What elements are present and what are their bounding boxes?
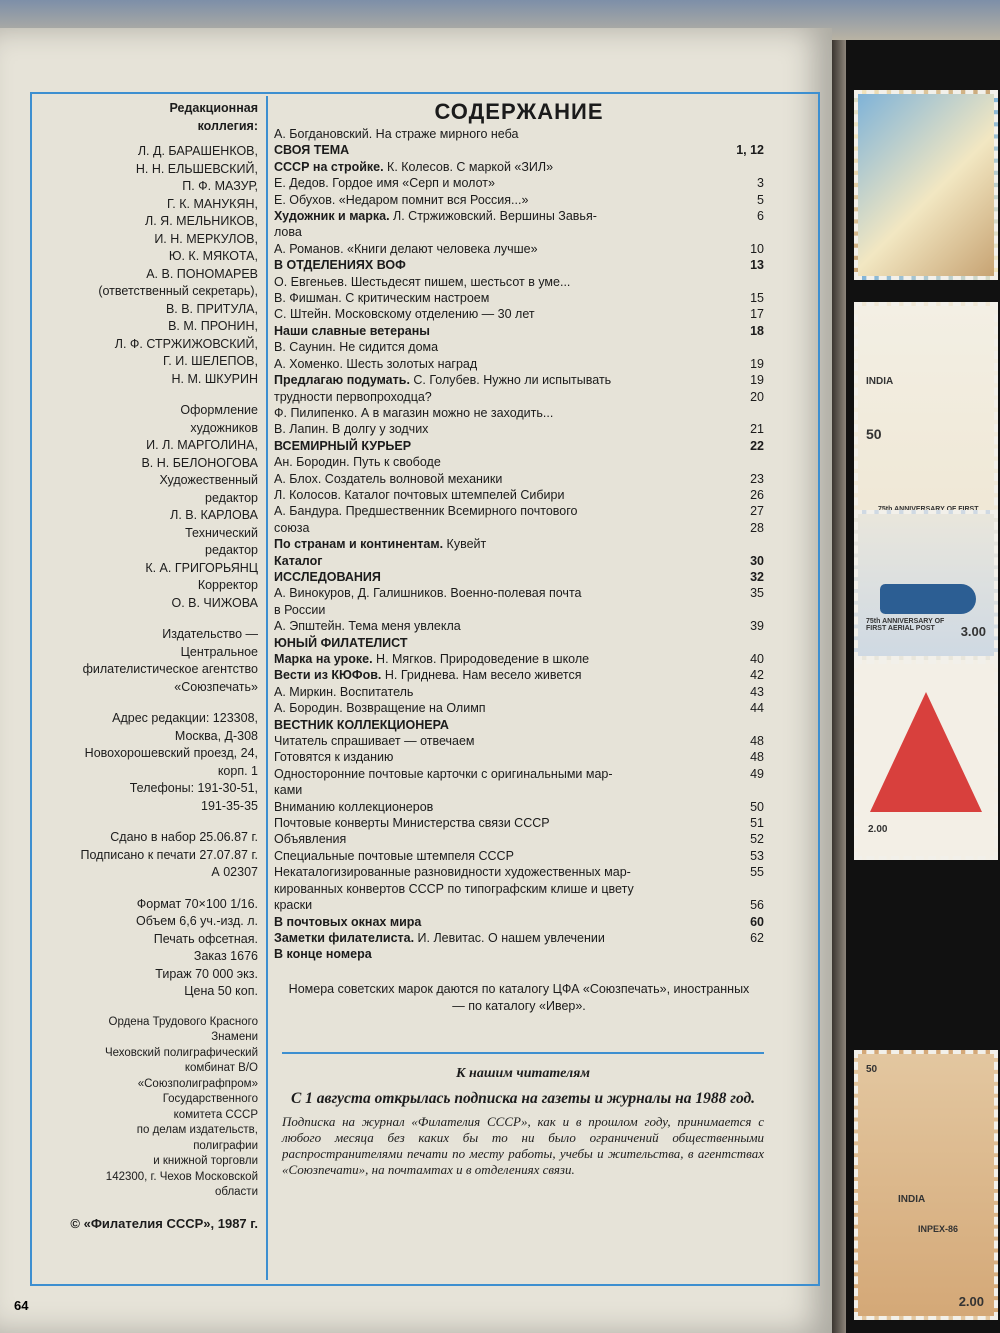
printer-line: Государственного (162, 1093, 258, 1105)
entry-page: 56 (750, 898, 764, 913)
contents-entry (274, 864, 764, 880)
entry-text: Кувейт (443, 537, 487, 552)
entry-text: Ан. Бородин. Путь к свободе (274, 455, 441, 470)
entry-text: С. Голубев. Нужно ли испытывать (409, 373, 612, 388)
entry-text: О. Евгеньев. Шестьдесят пишем, шестьсот в уме... (274, 274, 571, 289)
entry-page: 5 (757, 192, 764, 207)
printer-line: Ордена Трудового Красного (108, 1015, 258, 1028)
entry-text: А. Винокуров, Д. Галишников. Военно-полевая почта (274, 586, 582, 601)
design-line: К. А. ГРИГОРЬЯНЦ (145, 560, 258, 575)
contents-list (274, 126, 764, 963)
format-line: Объем 6,6 уч.-изд. л. (136, 914, 258, 928)
entry-text: К. Колесов. С маркой «ЗИЛ» (383, 159, 554, 174)
entry-text: Е. Дедов. Гордое имя «Серп и молот» (274, 176, 495, 191)
entry-page: 44 (750, 701, 764, 716)
board-line: И. Н. МЕРКУЛОВ, (154, 231, 258, 246)
entry-page: 30 (750, 553, 764, 568)
contents-entry (274, 339, 764, 355)
board-line: П. Ф. МАЗУР, (182, 179, 258, 193)
design-line: О. В. ЧИЖОВА (171, 595, 258, 610)
board-line: Г. К. МАНУКЯН, (167, 196, 258, 211)
editorial-board (36, 100, 258, 388)
contents-entry (274, 356, 764, 372)
publisher-line: Центральное (180, 644, 258, 659)
printer-line: «Союзполиграфпром» (137, 1077, 258, 1090)
entry-text: Е. Обухов. «Недаром помнит вся Россия...» (274, 192, 529, 207)
entry-text: А. Блох. Создатель волновой механики (274, 471, 503, 486)
contents-column (274, 98, 764, 1015)
entry-rubric: По странам и континентам. (274, 537, 444, 552)
contents-entry (274, 733, 764, 749)
stamp-country: INDIA (866, 376, 894, 387)
entry-text: трудности первопроходца? (274, 389, 432, 404)
contents-entry (274, 881, 764, 897)
design-line: художников (190, 420, 258, 435)
contents-entry (274, 667, 764, 683)
contents-entry (274, 241, 764, 257)
contents-section (274, 914, 764, 930)
contents-section (274, 569, 764, 585)
contents-entry (274, 224, 764, 240)
contents-entry (274, 405, 764, 421)
contents-entry (274, 192, 764, 208)
entry-page: 17 (750, 307, 764, 322)
printer-line: по делам издательств, (136, 1124, 258, 1136)
entry-text: В ОТДЕЛЕНИЯХ ВОФ (274, 258, 406, 273)
print-dates (36, 829, 258, 882)
entry-page: 6 (757, 209, 764, 224)
page-gutter (832, 40, 846, 1333)
entry-text: А. Богдановский. На страже мирного неба (274, 127, 519, 141)
design-line: И. Л. МАРГОЛИНА, (146, 438, 258, 452)
stamp-biplane (854, 302, 998, 542)
contents-section (274, 946, 764, 962)
entry-page: 32 (750, 569, 764, 584)
contents-entry (274, 520, 764, 536)
entry-text: ками (274, 783, 303, 798)
stamp-page (846, 40, 1000, 1333)
format-line: Цена 50 коп. (184, 984, 258, 998)
notice-separator (282, 1052, 764, 1054)
board-line: А. В. ПОНОМАРЕВ (146, 266, 258, 281)
contents-entry (274, 372, 764, 388)
contents-section (274, 553, 764, 569)
stamp-value: 2.00 (958, 1294, 984, 1309)
board-line: В. В. ПРИТУЛА, (165, 301, 258, 316)
dates-line: А 02307 (211, 865, 258, 879)
entry-text: союза (274, 520, 310, 535)
entry-page: 3 (757, 176, 764, 191)
entry-rubric: Вести из КЮФов. (274, 668, 382, 683)
contents-entry (274, 585, 764, 601)
dates-line: Сдано в набор 25.06.87 г. (110, 830, 258, 844)
publisher-line: «Союзпечать» (174, 679, 258, 694)
entry-page: 53 (750, 848, 764, 863)
entry-text: В конце номера (274, 947, 372, 962)
stamp-jet (854, 510, 998, 660)
contents-entry (274, 749, 764, 765)
entry-text: ВСЕМИРНЫЙ КУРЬЕР (274, 438, 412, 453)
contents-section (274, 717, 764, 733)
stamp-value: 50 (866, 426, 882, 442)
contents-entry (274, 471, 764, 487)
board-line: Ю. К. МЯКОТА, (168, 249, 258, 263)
entry-text: Почтовые конверты Министерства связи СССР (274, 816, 550, 831)
entry-text: В. Саунин. Не сидится дома (274, 340, 439, 355)
address-line: Новохорошевский проезд, 24, (84, 746, 258, 760)
entry-page: 40 (750, 652, 764, 666)
printer-line: и книжной торговли (153, 1155, 258, 1167)
entry-text: В почтовых окнах мира (274, 914, 422, 929)
entry-rubric: Предлагаю подумать. (274, 373, 410, 388)
entry-rubric: Марка на уроке. (274, 652, 373, 666)
copyright: © «Филателия СССР», 1987 г. (70, 1215, 258, 1231)
entry-page: 55 (750, 865, 764, 880)
entry-text: кированных конвертов СССР по типографским клише и цвету (274, 881, 634, 896)
contents-entry (274, 503, 764, 519)
entry-text: Готовятся к изданию (274, 750, 394, 765)
format-line: Тираж 70 000 экз. (155, 966, 258, 981)
print-format (36, 896, 258, 1001)
entry-text: С. Штейн. Московскому отделению — 30 лет (274, 307, 535, 322)
catalog-note: Номера советских марок даются по каталогу ЦФА «Союзпечать», иностранных — по каталогу «Ивер». (288, 981, 750, 1013)
triangle-shape (870, 692, 982, 812)
column-divider (266, 96, 268, 1280)
address-line: Адрес редакции: 123308, (112, 711, 258, 725)
entry-page: 23 (750, 471, 764, 486)
entry-page: 1, 12 (736, 143, 764, 158)
jet-shape (880, 584, 976, 614)
entry-page: 50 (750, 799, 764, 814)
contents-entry (274, 766, 764, 782)
printer-line: Чеховский полиграфический (104, 1046, 258, 1059)
entry-page: 49 (750, 766, 764, 781)
entry-text: ЮНЫЙ ФИЛАТЕЛИСТ (274, 635, 408, 650)
stamp-value: 2.00 (868, 824, 888, 835)
format-line: Печать офсетная. (153, 931, 258, 946)
contents-entry (274, 618, 764, 634)
design-line: Корректор (197, 578, 258, 592)
address-line: Телефоны: 191-30-51, (129, 781, 258, 795)
entry-text: СВОЯ ТЕМА (274, 143, 350, 158)
contents-entry (274, 602, 764, 618)
entry-text: А. Миркин. Воспитатель (274, 684, 414, 699)
contents-section (274, 635, 764, 651)
stamp-caption: INPEX-86 (918, 1224, 959, 1234)
contents-entry (274, 831, 764, 847)
entry-page: 21 (750, 422, 764, 437)
design-line: редактор (205, 543, 258, 557)
contents-entry (274, 684, 764, 700)
contents-entry (274, 536, 764, 552)
entry-text: Н. Гриднева. Нам весело живется (381, 668, 582, 683)
printer-line: комитета СССР (173, 1108, 258, 1121)
entry-text: А. Хоменко. Шесть золотых наград (274, 356, 478, 371)
contents-section (274, 142, 764, 158)
contents-title: СОДЕРЖАНИЕ (434, 99, 604, 124)
stamp-country: INDIA (898, 1194, 926, 1205)
contents-section (274, 257, 764, 273)
contents-entry (274, 159, 764, 175)
stamp-triangle (854, 660, 998, 860)
entry-page: 52 (750, 832, 764, 847)
contents-entry (274, 208, 764, 224)
entry-text: лова (274, 225, 302, 240)
entry-rubric: СССР на стройке. (274, 159, 384, 174)
entry-page: 13 (750, 258, 764, 273)
format-line: Заказ 1676 (193, 949, 258, 963)
format-line: Формат 70×100 1/16. (136, 896, 258, 911)
page-number: 64 (14, 1298, 29, 1313)
contents-entry (274, 175, 764, 191)
entry-page: 15 (750, 291, 764, 306)
entry-text: Читатель спрашивает — отвечаем (274, 734, 475, 749)
contents-entry (274, 815, 764, 831)
printer-line: Знамени (211, 1031, 258, 1043)
contents-entry (274, 126, 764, 142)
entry-text: в России (274, 602, 326, 617)
design-line: Оформление (180, 403, 258, 417)
contents-entry (274, 651, 764, 667)
entry-text: Вниманию коллекционеров (274, 799, 434, 814)
printer-line: 142300, г. Чехов Московской (105, 1170, 258, 1183)
contents-entry (274, 700, 764, 716)
entry-text: В. Фишман. С критическим настроем (274, 291, 490, 306)
entry-text: Некаталогизированные разновидности художественных мар- (274, 865, 631, 880)
design-line: Художественный (159, 473, 258, 487)
design-line: Л. В. КАРЛОВА (170, 508, 258, 522)
entry-text: ВЕСТНИК КОЛЛЕКЦИОНЕРА (274, 717, 449, 732)
entry-page: 60 (750, 914, 764, 929)
contents-entry (274, 897, 764, 913)
contents-entry (274, 487, 764, 503)
board-line: В. М. ПРОНИН, (168, 319, 258, 333)
contents-entry (274, 306, 764, 322)
entry-text: А. Бандура. Предшественник Всемирного почтового (274, 504, 578, 519)
entry-page: 10 (750, 241, 764, 256)
stamp-value: 3.00 (960, 624, 986, 639)
entry-rubric: Художник и марка. (274, 209, 390, 224)
design-line: В. Н. БЕЛОНОГОВА (141, 455, 258, 470)
board-label (36, 100, 258, 135)
entry-page: 26 (750, 487, 764, 502)
contents-section (274, 323, 764, 339)
entry-page: 22 (750, 438, 764, 453)
publisher-line: Издательство — (162, 627, 258, 641)
entry-page: 20 (750, 389, 764, 404)
notice-title: К нашим читателям (456, 1066, 590, 1081)
entry-page: 62 (750, 930, 764, 945)
entry-text: Специальные почтовые штемпеля СССР (274, 848, 514, 863)
entry-text: В. Лапин. В долгу у зодчих (274, 422, 429, 437)
entry-page: 39 (750, 619, 764, 634)
design-line: Технический (185, 525, 258, 540)
contents-entry (274, 454, 764, 470)
contents-entry (274, 290, 764, 306)
entry-text: А. Романов. «Книги делают человека лучше» (274, 241, 538, 256)
printer-line: полиграфии (193, 1139, 258, 1152)
entry-text: А. Бородин. Возвращение на Олимп (274, 701, 486, 716)
entry-text: Н. Мягков. Природоведение в школе (372, 652, 590, 666)
entry-text: ИССЛЕДОВАНИЯ (274, 569, 381, 584)
board-label-line: коллегия: (197, 118, 258, 133)
entry-page: 28 (750, 520, 764, 535)
entry-page: 48 (750, 734, 764, 749)
stamp-palace (854, 1050, 998, 1320)
design-credits (36, 402, 258, 612)
entry-page: 42 (750, 668, 764, 683)
dates-line: Подписано к печати 27.07.87 г. (80, 847, 258, 862)
entry-text: А. Эпштейн. Тема меня увлекла (274, 619, 461, 634)
printer-line: комбинат В/О (184, 1062, 258, 1074)
publisher-line: филателистическое агентство (82, 662, 258, 676)
contents-entry (274, 782, 764, 798)
printer-line: области (214, 1186, 258, 1198)
contents-section (274, 438, 764, 454)
contents-entry (274, 274, 764, 290)
board-line: Л. Ф. СТРЖИЖОВСКИЙ, (114, 336, 258, 351)
contents-entry (274, 799, 764, 815)
publisher-info (36, 626, 258, 696)
address-line: 191-35-35 (201, 798, 258, 813)
entry-text: Л. Колосов. Каталог почтовых штемпелей Сибири (274, 487, 565, 502)
stamp-map (854, 90, 998, 280)
entry-page: 51 (750, 816, 764, 831)
entry-page: 19 (750, 356, 764, 371)
board-line: Н. Н. ЕЛЬШЕВСКИЙ, (135, 161, 258, 176)
printer-info (36, 1015, 258, 1201)
address-line: корп. 1 (217, 763, 258, 778)
contents-entry (274, 848, 764, 864)
board-line: Л. Я. МЕЛЬНИКОВ, (145, 214, 258, 228)
notice-subtitle: С 1 августа открылась подписка на газеты и журналы на 1988 год. (290, 1090, 756, 1107)
entry-text: Односторонние почтовые карточки с оригинальными мар- (274, 766, 613, 781)
entry-text: Объявления (274, 832, 347, 847)
editorial-address (36, 710, 258, 815)
entry-text: Каталог (274, 553, 323, 568)
entry-page: 35 (750, 586, 764, 601)
entry-text: Л. Стржижовский. Вершины Завья- (389, 209, 597, 224)
entry-page: 43 (750, 684, 764, 699)
design-line: редактор (205, 490, 258, 505)
masthead-column (36, 100, 258, 1232)
board-label-line: Редакционная (169, 101, 258, 115)
entry-page: 27 (750, 504, 764, 519)
address-line: Москва, Д-308 (174, 728, 258, 743)
entry-text: И. Левитас. О нашем увлечении (414, 930, 605, 945)
entry-text: Наши славные ветераны (274, 323, 430, 338)
contents-entry (274, 389, 764, 405)
contents-entry (274, 930, 764, 946)
contents-entry (274, 421, 764, 437)
board-list (36, 143, 258, 388)
entry-page: 48 (750, 750, 764, 765)
readers-notice (282, 1066, 764, 1178)
stamp-value: 50 (866, 1064, 878, 1075)
board-line: (ответственный секретарь), (98, 284, 258, 298)
entry-page: 18 (750, 323, 764, 338)
entry-rubric: Заметки филателиста. (274, 930, 415, 945)
stamp-caption: 75th ANNIVERSARY OF FIRST AERIAL POST (866, 618, 945, 632)
board-line: Л. Д. БАРАШЕНКОВ, (137, 144, 258, 158)
entry-text: Ф. Пилипенко. А в магазин можно не заходить... (274, 405, 554, 420)
entry-text: краски (274, 898, 313, 913)
notice-body: Подписка на журнал «Филателия СССР», как и в прошлом году, принимается с любого месяца без каких бы то ни было ограничений общественными распространителями печати по месту работы, учебы и жительства, в агентствах «Союзпечати», на почтамтах и в отделениях связи. (282, 1114, 764, 1177)
entry-page: 19 (750, 373, 764, 388)
board-line: Г. И. ШЕЛЕПОВ, (163, 354, 258, 368)
board-line: Н. М. ШКУРИН (171, 371, 258, 386)
